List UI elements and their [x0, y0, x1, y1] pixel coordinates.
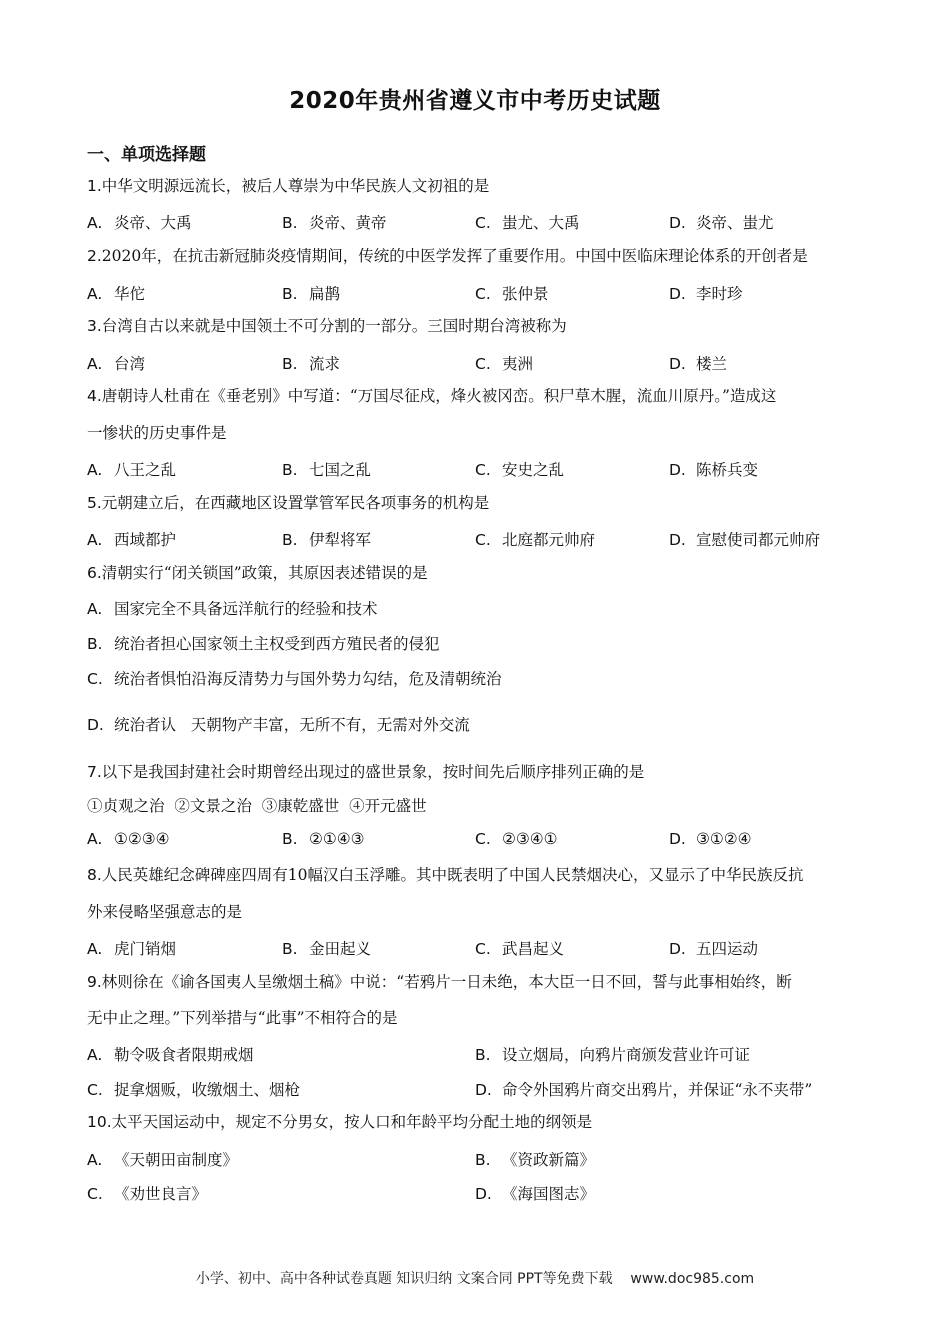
option-letter: D.: [669, 461, 686, 479]
option-letter: D.: [87, 716, 104, 734]
option-a: [87, 211, 191, 233]
option-c: [475, 458, 564, 480]
option-text: 宣慰使司都元帅府: [695, 531, 820, 549]
option-letter: B.: [282, 830, 298, 848]
option-letter: D.: [475, 1185, 492, 1203]
option-letter: C.: [87, 1185, 103, 1203]
option-letter: C.: [475, 214, 491, 232]
option-letter: C.: [475, 461, 491, 479]
option-text: 楼兰: [695, 355, 727, 373]
option-letter: C.: [475, 940, 491, 958]
options-10-row-2: [87, 1182, 867, 1204]
option-text: 统治者惧怕沿海反清势力与国外势力勾结，危及清朝统治: [113, 670, 502, 688]
option-a: [87, 937, 176, 959]
option-text: 流求: [308, 355, 340, 373]
page-title: 2020年贵州省遵义市中考历史试题: [289, 88, 661, 114]
option-letter: A.: [87, 355, 103, 373]
question-number: 6.: [87, 564, 102, 582]
option-text: 勒令吸食者限期戒烟: [113, 1046, 254, 1064]
option-text: 金田起义: [308, 940, 371, 958]
option-text: 蚩尤、大禹: [501, 214, 580, 232]
option-text: ②①④③: [308, 830, 365, 848]
option-text: 安史之乱: [501, 461, 564, 479]
option-text: 北庭都元帅府: [501, 531, 595, 549]
question-10: [87, 1112, 867, 1132]
option-text: ③①②④: [695, 830, 752, 848]
question-number: 3.: [87, 317, 102, 335]
option-d: [669, 282, 742, 304]
option-letter: A.: [87, 531, 103, 549]
option-text: 炎帝、蚩尤: [695, 214, 774, 232]
option-c: [475, 352, 533, 374]
option-letter: A.: [87, 1151, 103, 1169]
question-9: [87, 972, 867, 992]
option-b: [282, 282, 340, 304]
question-stem: 林则徐在《谕各国夷人呈缴烟土稿》中说：“若鸦片一日未绝，本大臣一日不回，誓与此事相始终，断: [101, 973, 792, 991]
section-heading: 一、单项选择题: [87, 145, 206, 165]
option-letter: B.: [282, 531, 298, 549]
option-letter: C.: [475, 355, 491, 373]
option-text: 设立烟局，向鸦片商颁发营业许可证: [501, 1046, 750, 1064]
options-1: [87, 211, 867, 233]
question-stem: 2020年，在抗击新冠肺炎疫情期间，传统的中医学发挥了重要作用。中国中医临床理论体系的开创者是: [101, 247, 808, 265]
options-5: [87, 528, 867, 550]
option-a: [87, 1148, 238, 1170]
option-text: 西域都护: [113, 531, 176, 549]
question-8: [87, 865, 867, 885]
option-letter: C.: [87, 1081, 103, 1099]
option-letter: C.: [475, 531, 491, 549]
option-a: [87, 830, 170, 848]
option-letter: B.: [87, 635, 103, 653]
option-d: [669, 352, 727, 374]
option-b: [87, 632, 867, 654]
option-letter: A.: [87, 214, 103, 232]
option-text: 台湾: [113, 355, 145, 373]
question-number: 1.: [87, 177, 102, 195]
options-7: [87, 830, 867, 852]
option-text: 《天朝田亩制度》: [113, 1151, 238, 1169]
option-text: 捉拿烟贩，收缴烟土、烟枪: [113, 1081, 300, 1099]
options-3: [87, 352, 867, 374]
option-b: [282, 830, 365, 848]
option-text: 陈桥兵变: [695, 461, 758, 479]
options-9-row-2: [87, 1078, 867, 1100]
option-c: [87, 1078, 300, 1100]
footer-banner: 小学、初中、高中各种试卷真题 知识归纳 文案合同 PPT等免费下载 www.doc985.com: [195, 1271, 755, 1287]
question-stem: 以下是我国封建社会时期曾经出现过的盛世景象，按时间先后顺序排列正确的是: [101, 763, 645, 781]
option-text: 炎帝、大禹: [113, 214, 192, 232]
question-7-items: ①贞观之治 ②文景之治 ③康乾盛世 ④开元盛世: [87, 797, 427, 815]
option-letter: C.: [475, 830, 491, 848]
option-c: [87, 667, 867, 689]
option-text: 五四运动: [695, 940, 758, 958]
option-b: [282, 937, 371, 959]
option-text: 李时珍: [695, 285, 743, 303]
option-letter: D.: [669, 531, 686, 549]
option-letter: B.: [282, 285, 298, 303]
option-a: [87, 528, 176, 550]
option-c: [475, 211, 579, 233]
option-letter: D.: [669, 940, 686, 958]
option-b: [282, 458, 371, 480]
option-letter: D.: [669, 830, 686, 848]
option-text: 统治者认 天朝物产丰富，无所不有，无需对外交流: [113, 716, 470, 734]
option-c: [87, 1182, 207, 1204]
option-text: 武昌起义: [501, 940, 564, 958]
option-letter: A.: [87, 830, 103, 848]
option-d: [475, 1182, 595, 1204]
option-c: [475, 830, 558, 848]
option-text: 夷洲: [501, 355, 533, 373]
question-stem: 中华文明源远流长，被后人尊崇为中华民族人文初祖的是: [101, 177, 490, 195]
option-letter: A.: [87, 940, 103, 958]
question-number: 4.: [87, 387, 102, 405]
option-letter: A.: [87, 600, 103, 618]
option-d: [669, 937, 758, 959]
question-number: 10.: [87, 1113, 112, 1131]
option-text: 张仲景: [501, 285, 549, 303]
option-text: 七国之乱: [308, 461, 371, 479]
option-letter: B.: [282, 461, 298, 479]
option-a: [87, 352, 145, 374]
question-stem: 台湾自古以来就是中国领土不可分割的一部分。三国时期台湾被称为: [101, 317, 567, 335]
option-text: 统治者担心国家领土主权受到西方殖民者的侵犯: [113, 635, 440, 653]
question-4-continued: 一惨状的历史事件是: [87, 424, 227, 442]
option-b: [282, 211, 386, 233]
question-5: [87, 493, 867, 513]
option-letter: D.: [475, 1081, 492, 1099]
question-stem: 清朝实行“闭关锁国”政策，其原因表述错误的是: [101, 564, 428, 582]
option-a: [87, 458, 176, 480]
question-number: 9.: [87, 973, 102, 991]
option-c: [475, 528, 595, 550]
option-text: 炎帝、黄帝: [308, 214, 387, 232]
question-9-continued: 无中止之理。”下列举措与“此事”不相符合的是: [87, 1009, 398, 1027]
option-letter: B.: [282, 214, 298, 232]
option-letter: A.: [87, 461, 103, 479]
option-text: 虎门销烟: [113, 940, 176, 958]
option-text: 《海国图志》: [501, 1185, 595, 1203]
question-7: [87, 762, 867, 782]
option-letter: A.: [87, 285, 103, 303]
option-letter: B.: [282, 355, 298, 373]
option-d: [87, 713, 867, 735]
question-stem: 元朝建立后，在西藏地区设置掌管军民各项事务的机构是: [101, 494, 490, 512]
option-a: [87, 1043, 253, 1065]
question-stem: 太平天国运动中，规定不分男女，按人口和年龄平均分配土地的纲领是: [111, 1113, 593, 1131]
option-a: [87, 282, 145, 304]
option-letter: B.: [282, 940, 298, 958]
option-text: 八王之乱: [113, 461, 176, 479]
question-number: 2.: [87, 247, 102, 265]
question-number: 8.: [87, 866, 102, 884]
question-2: [87, 246, 867, 266]
option-d: [669, 458, 758, 480]
option-b: [282, 528, 371, 550]
options-2: [87, 282, 867, 304]
question-4: [87, 386, 867, 406]
question-8-continued: 外来侵略坚强意志的是: [87, 903, 243, 921]
option-c: [475, 282, 548, 304]
option-letter: C.: [87, 670, 103, 688]
question-stem: 人民英雄纪念碑碑座四周有10幅汉白玉浮雕。其中既表明了中国人民禁烟决心，又显示了中华民族反抗: [101, 866, 804, 884]
option-letter: B.: [475, 1151, 491, 1169]
option-c: [475, 937, 564, 959]
option-letter: D.: [669, 355, 686, 373]
option-b: [475, 1148, 595, 1170]
question-stem: 唐朝诗人杜甫在《垂老别》中写道：“万国尽征戍，烽火被冈峦。积尸草木腥，流血川原丹。”造成这: [101, 387, 777, 405]
option-a: [87, 597, 867, 619]
option-text: 国家完全不具备远洋航行的经验和技术: [113, 600, 378, 618]
option-text: 命令外国鸦片商交出鸦片，并保证“永不夹带”: [501, 1081, 813, 1099]
option-text: 华佗: [113, 285, 145, 303]
option-letter: A.: [87, 1046, 103, 1064]
options-4: [87, 458, 867, 480]
option-d: [669, 211, 773, 233]
option-letter: D.: [669, 285, 686, 303]
question-number: 7.: [87, 763, 102, 781]
option-b: [282, 352, 340, 374]
option-letter: B.: [475, 1046, 491, 1064]
option-letter: C.: [475, 285, 491, 303]
options-10-row-1: [87, 1148, 867, 1170]
option-b: [475, 1043, 750, 1065]
option-text: 《资政新篇》: [501, 1151, 595, 1169]
option-d: [669, 830, 752, 848]
option-text: ①②③④: [113, 830, 170, 848]
option-text: 扁鹊: [308, 285, 340, 303]
option-text: ②③④①: [501, 830, 558, 848]
question-number: 5.: [87, 494, 102, 512]
option-letter: D.: [669, 214, 686, 232]
option-text: 《劝世良言》: [113, 1185, 207, 1203]
question-3: [87, 316, 867, 336]
options-8: [87, 937, 867, 959]
question-6: [87, 563, 867, 583]
options-9-row-1: [87, 1043, 867, 1065]
option-text: 伊犁将军: [308, 531, 371, 549]
question-1: [87, 176, 867, 196]
option-d: [669, 528, 820, 550]
option-d: [475, 1078, 812, 1100]
